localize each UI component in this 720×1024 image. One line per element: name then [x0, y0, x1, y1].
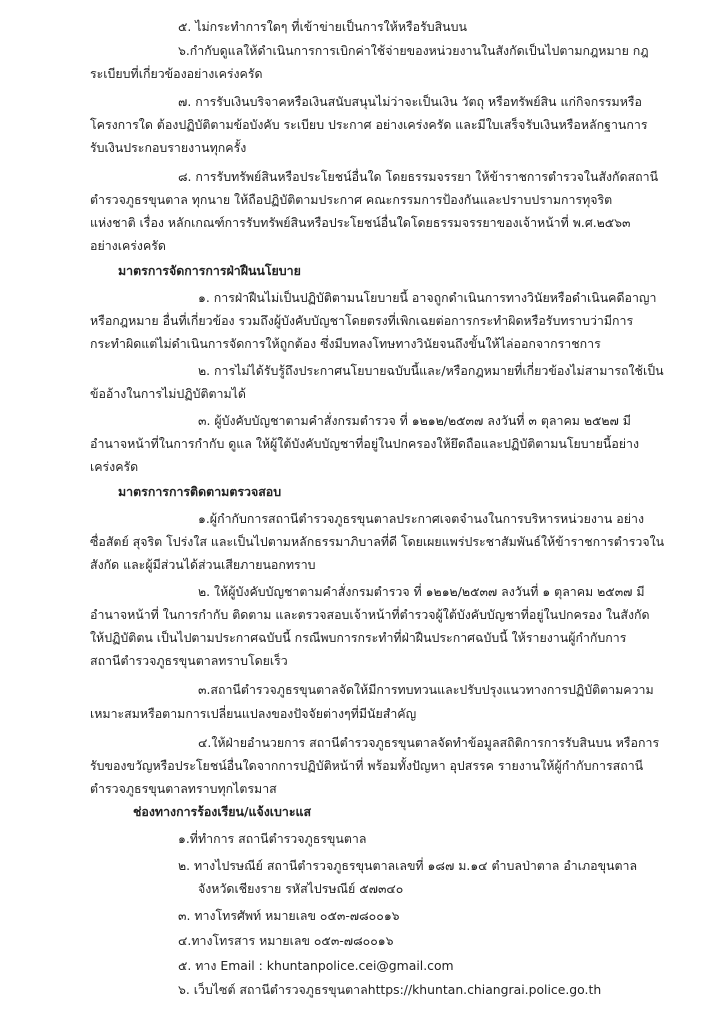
channel-post-line-1: ๒. ทางไปรษณีย์ สถานีตำรวจภูธรขุนตาลเลขที่ ๑๘๗ ม.๑๔ ตำบลป่าตาล อำเภอขุนตาล: [178, 858, 638, 874]
tail-item-8-line-3: แห่งชาติ เรื่อง หลักเกณฑ์การรับทรัพย์สินหรือประโยชน์อื่นใดโดยธรรมจรรยาของเจ้าหน้าที่ พ.ศ.๒๕๖๓: [90, 215, 631, 231]
violation-item-1-line-2: หรือกฎหมาย อื่นที่เกี่ยวข้อง รวมถึงผู้บังคับบัญชาโดยตรงที่เพิกเฉยต่อการกระทำผิดหรือรับทราบว่ามีการ: [90, 312, 634, 328]
violation-item-1-line-1: ๑. การฝ่าฝืนไม่เป็นปฏิบัติตามนโยบายนี้ อาจถูกดำเนินการทางวินัยหรือดำเนินคดีอาญา: [198, 289, 657, 305]
violation-item-2-line-2: ข้ออ้างในการไม่ปฏิบัติตามได้: [90, 386, 246, 402]
monitoring-item-3-line-1: ๓.สถานีตำรวจภูธรขุนตาลจัดให้มีการทบทวนและปรับปรุงแนวทางการปฏิบัติตามความ: [198, 682, 654, 698]
monitoring-item-4-line-3: ตำรวจภูธรขุนตาลทราบทุกไตรมาส: [90, 780, 277, 796]
channel-fax: ๔.ทางโทรสาร หมายเลข ๐๕๓-๗๘๐๐๑๖: [178, 933, 394, 949]
channel-post-line-2: จังหวัดเชียงราย รหัสไปรษณีย์ ๕๗๓๔๐: [198, 881, 404, 897]
monitoring-item-4-line-2: รับของขวัญหรือประโยชน์อื่นใดจากการปฏิบัติหน้าที่ พร้อมทั้งปัญหา อุปสรรค รายงานให้ผู้กำกับการสถานี: [90, 757, 644, 773]
monitoring-item-1-line-1: ๑.ผู้กำกับการสถานีตำรวจภูธรขุนตาลประกาศเจตจำนงในการบริหารหน่วยงาน อย่าง: [198, 510, 644, 526]
violation-item-3-line-3: เคร่งครัด: [90, 459, 139, 475]
tail-item-6-line-2: ระเบียบที่เกี่ยวข้องอย่างเคร่งครัด: [90, 65, 263, 81]
monitoring-item-2-line-4: สถานีตำรวจภูธรขุนตาลทราบโดยเร็ว: [90, 653, 288, 669]
monitoring-item-2-line-3: ให้ปฏิบัติตน เป็นไปตามประกาศฉบับนี้ กรณีพบการกระทำที่ฝ่าฝืนประกาศฉบับนี้ ให้รายงานผู้กำกับการ: [90, 630, 627, 646]
channel-website[interactable]: ๖. เว็บไซต์ สถานีตำรวจภูธรขุนตาลhttps://khuntan.chiangrai.police.go.th: [178, 982, 602, 998]
channel-office: ๑.ที่ทำการ สถานีตำรวจภูธรขุนตาล: [178, 831, 367, 846]
monitoring-item-1-line-3: สังกัด และผู้มีส่วนได้ส่วนเสียภายนอกทราบ: [90, 556, 316, 572]
tail-item-8-line-2: ตำรวจภูธรขุนตาล ทุกนาย ให้ถือปฏิบัติตามประกาศ คณะกรรมการป้องกันและปราบปรามการทุจริต: [90, 192, 613, 208]
violation-item-1-line-3: กระทำผิดแต่ไม่ดำเนินการจัดการให้ถูกต้อง ซึ่งมีบทลงโทษทางวินัยจนถึงขั้นให้ไล่ออกจากราชการ: [90, 335, 601, 351]
tail-item-7-line-1: ๗. การรับเงินบริจาคหรือเงินสนับสนุนไม่ว่าจะเป็นเงิน วัตถุ หรือทรัพย์สิน แก่กิจกรรมหรือ: [178, 93, 642, 109]
monitoring-item-1-line-2: ซื่อสัตย์ สุจริต โปร่งใส และเป็นไปตามหลักธรรมาภิบาลที่ดี โดยเผยแพร่ประชาสัมพันธ์ให้ข้าราชการตำรวจใน: [90, 533, 665, 549]
tail-item-6-line-1: ๖.กำกับดูแลให้ดำเนินการการเบิกค่าใช้จ่ายของหน่วยงานในสังกัดเป็นไปตามกฎหมาย กฎ: [178, 42, 649, 58]
tail-item-5: ๕. ไม่กระทำการใดๆ ที่เข้าข่ายเป็นการให้หรือรับสินบน: [178, 19, 467, 35]
violation-item-2-line-1: ๒. การไม่ได้รับรู้ถึงประกาศนโยบายฉบับนี้และ/หรือกฎหมายที่เกี่ยวข้องไม่สามารถใช้เป็น: [198, 362, 664, 378]
tail-item-8-line-4: อย่างเคร่งครัด: [90, 238, 166, 254]
channels-heading: ช่องทางการร้องเรียน/แจ้งเบาะแส: [133, 803, 312, 819]
monitoring-heading: มาตรการการติดตามตรวจสอบ: [118, 483, 282, 499]
tail-item-7-line-3: รับเงินประกอบรายงานทุกครั้ง: [90, 140, 247, 156]
monitoring-item-4-line-1: ๔.ให้ฝ่ายอำนวยการ สถานีตำรวจภูธรขุนตาลจัดทำข้อมูลสถิติการการรับสินบน หรือการ: [198, 734, 660, 750]
monitoring-item-2-line-1: ๒. ให้ผู้บังคับบัญชาตามคำสั่งกรมตำรวจ ที่ ๑๒๑๒/๒๕๓๗ ลงวันที่ ๑ ตุลาคม ๒๕๓๗ มี: [198, 583, 645, 599]
violation-heading: มาตรการจัดการการฝ่าฝืนนโยบาย: [118, 262, 301, 278]
tail-item-7-line-2: โครงการใด ต้องปฏิบัติตามข้อบังคับ ระเบียบ ประกาศ อย่างเคร่งครัด และมีใบเสร็จรับเงินหรือหลักฐานการ: [90, 116, 648, 132]
violation-item-3-line-2: อำนาจหน้าที่ในการกำกับ ดูแล ให้ผู้ใต้บังคับบัญชาที่อยู่ในปกครองให้ยึดถือและปฏิบัติตามนโยบายนี้อย่าง: [90, 436, 640, 452]
channel-email[interactable]: ๕. ทาง Email : khuntanpolice.cei@gmail.com: [178, 958, 454, 974]
tail-item-8-line-1: ๘. การรับทรัพย์สินหรือประโยชน์อื่นใด โดยธรรมจรรยา ให้ข้าราชการตำรวจในสังกัดสถานี: [178, 169, 659, 184]
channel-phone: ๓. ทางโทรศัพท์ หมายเลข ๐๕๓-๗๘๐๐๑๖: [178, 908, 400, 924]
monitoring-item-3-line-2: เหมาะสมหรือตามการเปลี่ยนแปลงของปัจจัยต่างๆที่มีนัยสำคัญ: [90, 705, 417, 721]
violation-item-3-line-1: ๓. ผู้บังคับบัญชาตามคำสั่งกรมตำรวจ ที่ ๑๒๑๒/๒๕๓๗ ลงวันที่ ๓ ตุลาคม ๒๕๒๗ มี: [198, 413, 631, 429]
monitoring-item-2-line-2: อำนาจหน้าที่ ในการกำกับ ติดตาม และตรวจสอบเจ้าหน้าที่ตำรวจผู้ใต้บังคับบัญชาที่อยู่ในปกครอง ในสังกัด: [90, 607, 650, 623]
